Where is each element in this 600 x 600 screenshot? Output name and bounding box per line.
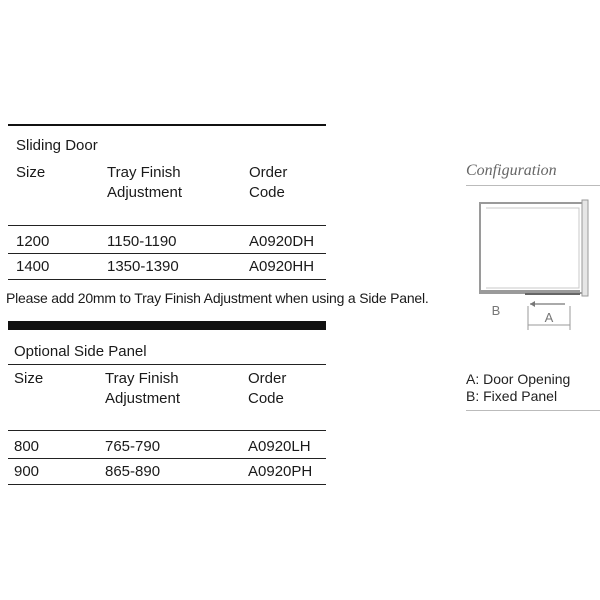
side-panel-row-1-size: 800 — [14, 438, 40, 455]
enclosure-outline — [480, 203, 585, 293]
sliding-door-row-2-tray: 1350-1390 — [107, 258, 179, 275]
sliding-door-row-1-tray: 1150-1190 — [107, 233, 177, 250]
side-panel-size-header: Size — [14, 370, 44, 387]
enclosure-inner — [486, 208, 579, 288]
legend-door-opening: A: Door Opening — [466, 371, 571, 387]
sliding-door-row-2-code: A0920HH — [249, 258, 315, 275]
side-panel-code-header-2: Code — [248, 390, 284, 407]
sliding-door-size-header: Size — [16, 164, 46, 181]
side-panel-row-1-tray: 765-790 — [105, 438, 161, 455]
legend-fixed-panel: B: Fixed Panel — [466, 388, 558, 404]
side-panel-note: Please add 20mm to Tray Finish Adjustment when using a Side Panel. — [6, 290, 429, 306]
side-panel-top-rule — [8, 321, 326, 330]
door-arrow-head-icon — [530, 301, 535, 307]
side-panel-row-2-size: 900 — [14, 463, 40, 480]
legend-underline — [466, 410, 600, 411]
sliding-door-title: Sliding Door — [16, 137, 98, 154]
configuration-title-underline — [466, 185, 600, 186]
sliding-door-row-2-size: 1400 — [16, 258, 50, 275]
side-panel-tray-header-2: Adjustment — [105, 390, 181, 407]
side-panel-title: Optional Side Panel — [14, 343, 147, 360]
sliding-door-tray-header-2: Adjustment — [107, 184, 183, 201]
sliding-door-code-header-1: Order — [249, 164, 288, 181]
side-panel-code-header-1: Order — [248, 370, 287, 387]
sliding-door-row-divider — [8, 253, 326, 254]
dimension-b-label: B — [491, 303, 501, 318]
sliding-door-row-1-size: 1200 — [16, 233, 50, 250]
sliding-door-tray-header-1: Tray Finish — [107, 164, 181, 181]
side-panel-bottom-line — [8, 484, 326, 485]
side-panel-row-divider — [8, 458, 326, 459]
sliding-door-row-1-code: A0920DH — [249, 233, 315, 250]
configuration-diagram — [470, 198, 595, 333]
wall-corner — [582, 200, 588, 296]
side-panel-row-2-code: A0920PH — [248, 463, 313, 480]
sliding-door-header-divider — [8, 225, 326, 226]
sliding-door-bottom-line — [8, 279, 326, 280]
side-panel-row-1-code: A0920LH — [248, 438, 311, 455]
sliding-door-top-rule — [8, 124, 326, 126]
side-panel-tray-header-1: Tray Finish — [105, 370, 179, 387]
sliding-door-code-header-2: Code — [249, 184, 285, 201]
door-track — [480, 290, 580, 293]
side-panel-title-divider — [8, 364, 326, 365]
side-panel-row-2-tray: 865-890 — [105, 463, 161, 480]
configuration-title: Configuration — [466, 162, 557, 179]
side-panel-header-divider — [8, 430, 326, 431]
dimension-a-label: A — [544, 310, 554, 325]
